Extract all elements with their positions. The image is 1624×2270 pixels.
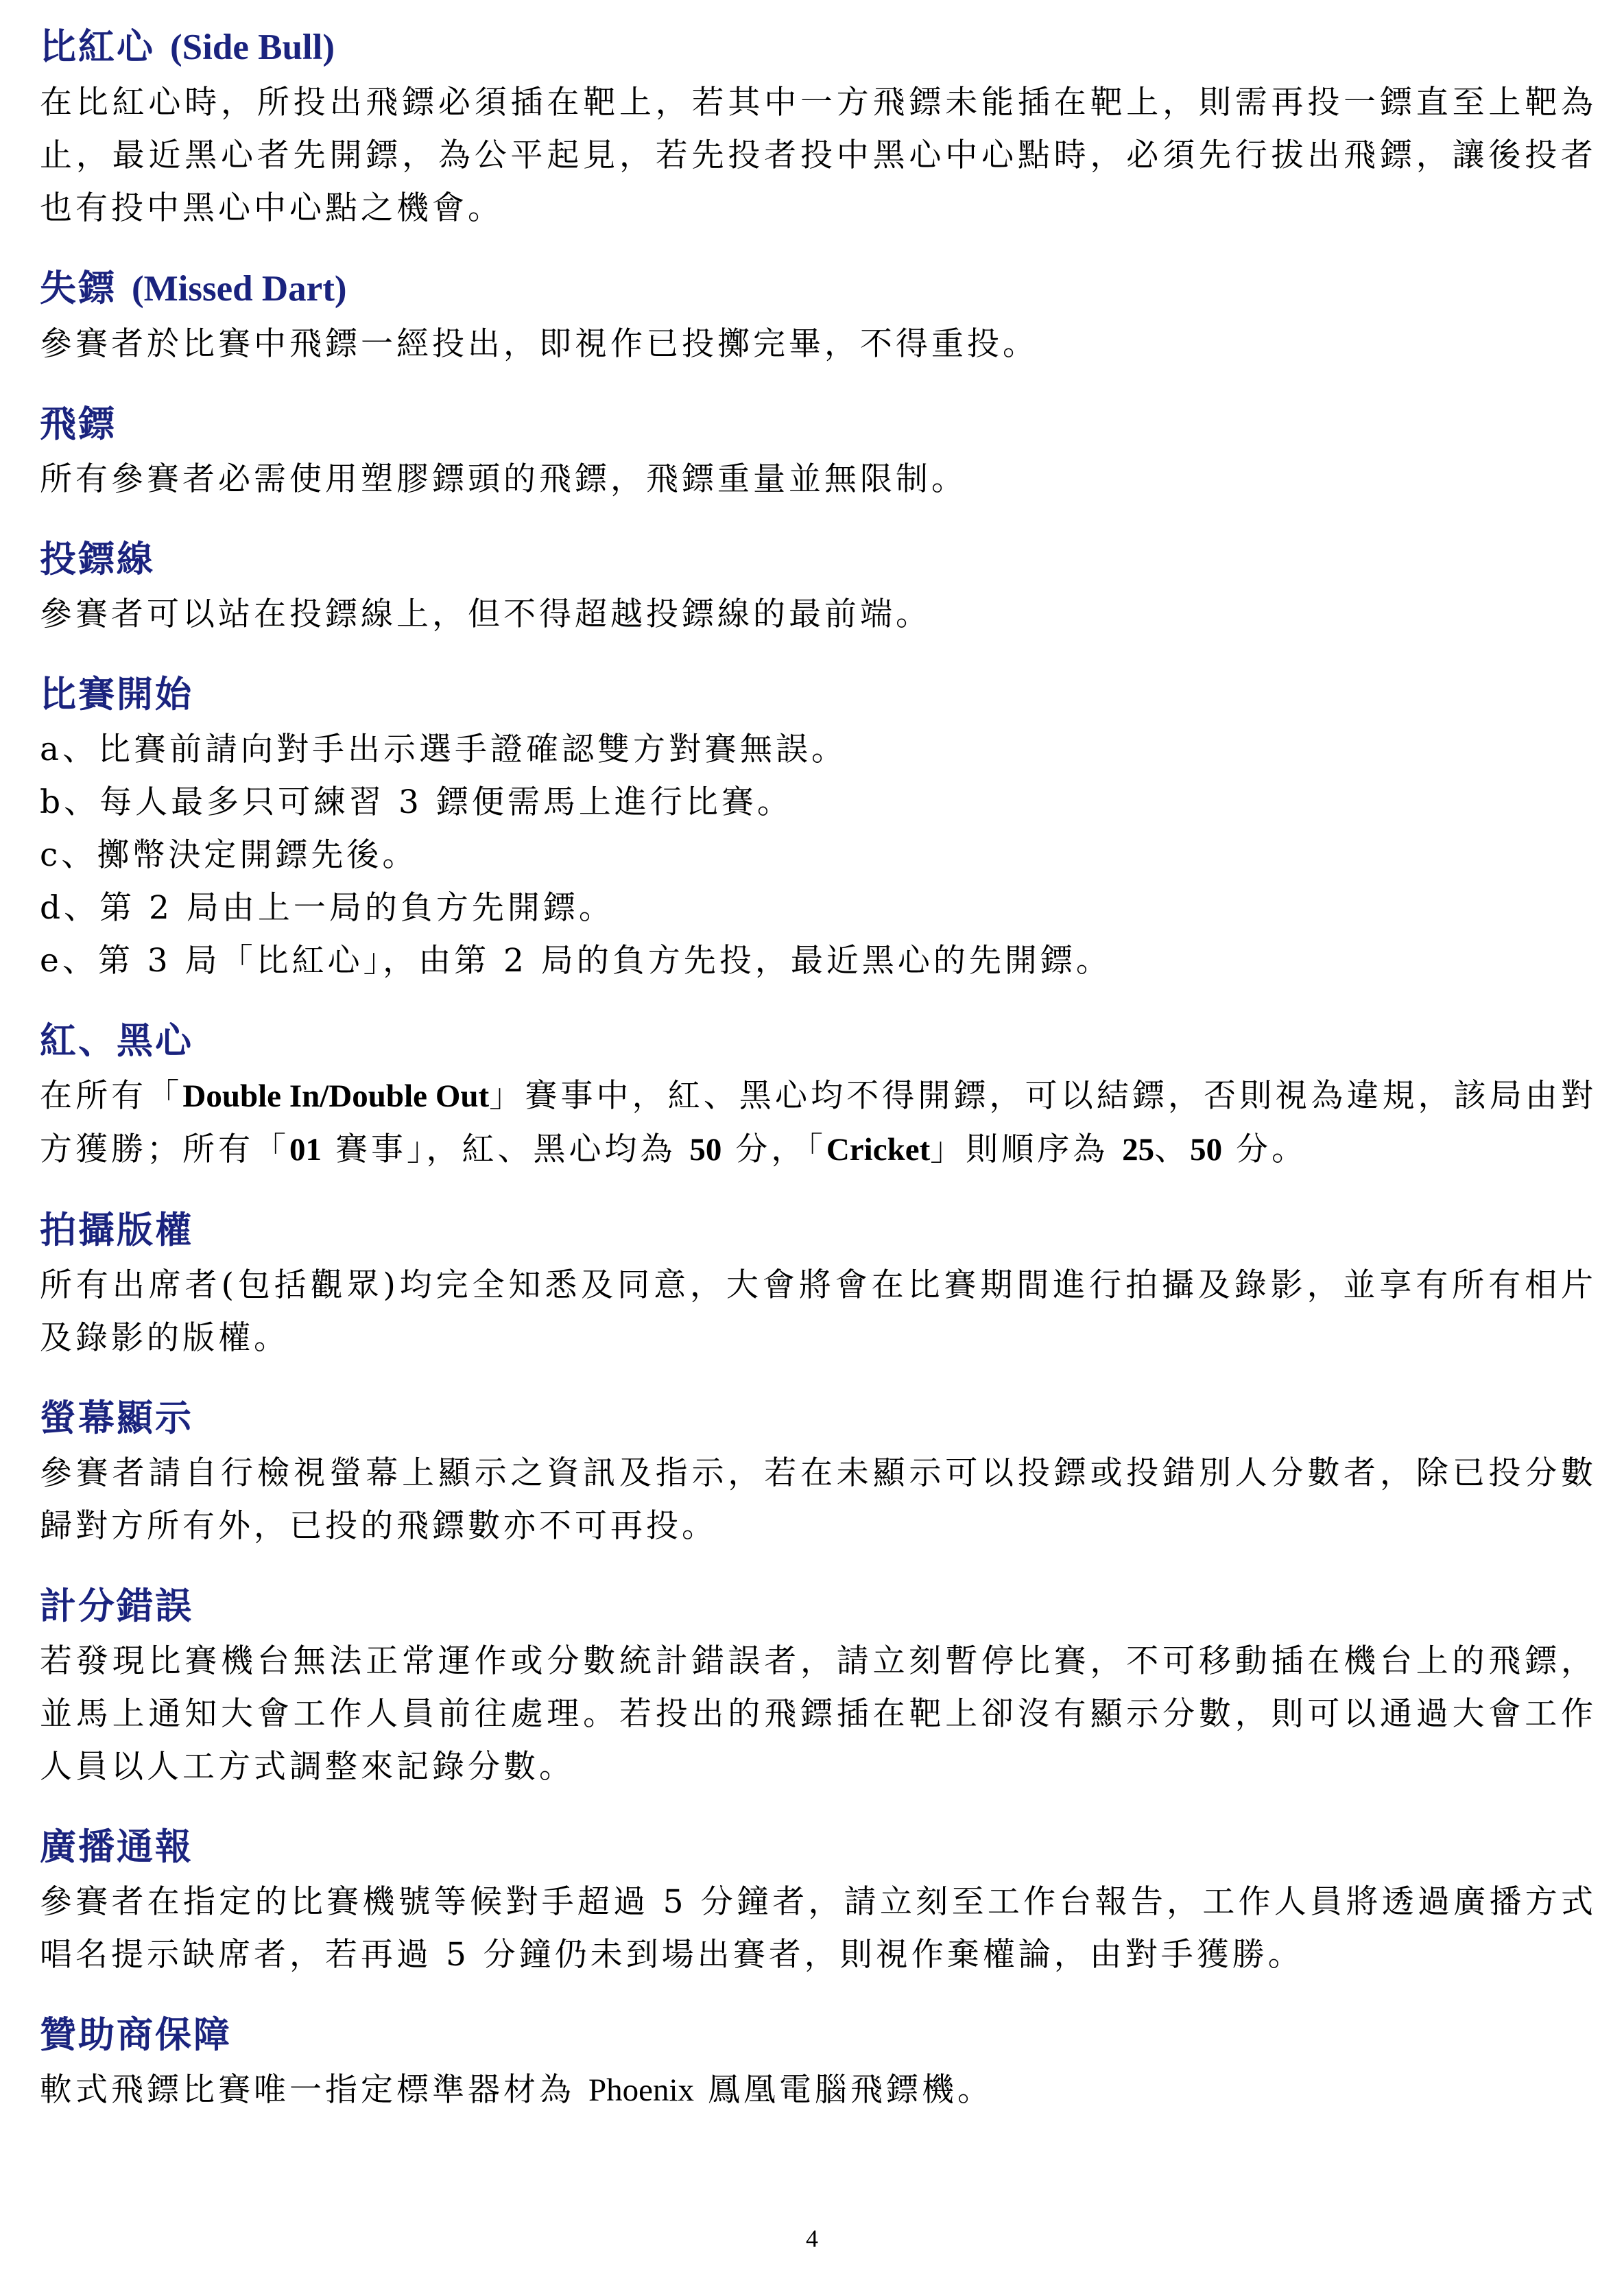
section-heading: 飛鏢 — [40, 403, 117, 445]
heading-english: (Side Bull) — [170, 27, 335, 67]
body-text: 賽事」，紅、黑心均為 — [322, 1131, 690, 1168]
body-text: 在所有「 — [40, 1077, 183, 1115]
section-match-start — [40, 667, 1597, 987]
section-heading: 紅、黑心 — [40, 1019, 193, 1062]
body-text: 分，「 — [721, 1131, 826, 1168]
page-number: 4 — [806, 2225, 818, 2252]
section-body — [40, 2064, 1597, 2117]
section-body: 若發現比賽機台無法正常運作或分數統計錯誤者，請立刻暫停比賽，不可移動插在機台上的飛鏢，並馬上通知大會工作人員前往處理。若投出的飛鏢插在靶上卻沒有顯示分數，則可以通過大會工作人員以人工方式調整來記錄分數。 — [40, 1642, 1597, 1786]
list-item: b、每人最多只可練習 3 鏢便需馬上進行比賽。 — [40, 783, 793, 821]
bold-term: 01 — [289, 1132, 322, 1168]
section-scoring-error — [40, 1579, 1597, 1793]
body-text: 」則順序為 — [930, 1131, 1123, 1168]
section-body — [40, 1069, 1597, 1177]
body-text: 鳳凰電腦飛鏢機。 — [694, 2071, 993, 2109]
section-sponsor — [40, 2007, 1597, 2117]
section-body: 在比紅心時，所投出飛鏢必須插在靶上，若其中一方飛鏢未能插在靶上，則需再投一鏢直至上靶為止，最近黑心者先開鏢，為公平起見，若先投者投中黑心中心點時，必須先行拔出飛鏢，讓後投者也有投中黑心中心點之機會。 — [40, 84, 1597, 227]
section-heading — [40, 19, 1597, 75]
body-text: 分。 — [1222, 1131, 1308, 1168]
heading-text: 失鏢 — [40, 267, 117, 309]
bold-term: 50 — [1190, 1132, 1223, 1168]
section-heading: 投鏢線 — [40, 538, 155, 580]
section-heading: 拍攝版權 — [40, 1209, 193, 1251]
section-side-bull — [40, 19, 1597, 235]
bold-term: 25 — [1122, 1132, 1155, 1168]
body-text: 軟式飛鏢比賽唯一指定標準器材為 — [40, 2071, 588, 2109]
section-darts — [40, 397, 1597, 506]
section-body: 參賽者於比賽中飛鏢一經投出，即視作已投擲完畢，不得重投。 — [40, 325, 1038, 363]
body-text: 、 — [1154, 1131, 1191, 1168]
body-text: 」賽事中，紅、黑心均不得開鏢，可以結鏢，否則視為違規，該局由對方獲勝；所有「 — [40, 1077, 1597, 1168]
heading-english: (Missed Dart) — [132, 269, 347, 309]
list-item: a、比賽前請向對手出示選手證確認雙方對賽無誤。 — [40, 731, 848, 768]
section-body: 參賽者請自行檢視螢幕上顯示之資訊及指示，若在未顯示可以投鏢或投錯別人分數者，除已投分數歸對方所有外，已投的飛鏢數亦不可再投。 — [40, 1454, 1597, 1545]
bold-term: 50 — [689, 1132, 722, 1168]
list-item: d、第 2 局由上一局的負方先開鏢。 — [40, 889, 614, 927]
section-body: 所有參賽者必需使用塑膠鏢頭的飛鏢，飛鏢重量並無限制。 — [40, 460, 967, 498]
section-heading: 計分錯誤 — [40, 1585, 193, 1627]
section-body: 參賽者在指定的比賽機號等候對手超過 5 分鐘者，請立刻至工作台報告，工作人員將透過廣播方式唱名提示缺席者，若再過 5 分鐘仍未到場出賽者，則視作棄權論，由對手獲勝。 — [40, 1883, 1597, 1974]
brand-name: Phoenix — [588, 2072, 695, 2108]
section-bulls — [40, 1013, 1597, 1177]
list-item: c、擲幣決定開鏢先後。 — [40, 836, 418, 874]
section-screen — [40, 1391, 1597, 1552]
bold-term: Cricket — [826, 1132, 931, 1168]
section-heading — [40, 261, 1597, 316]
section-throw-line — [40, 532, 1597, 641]
bold-term: Double In/Double Out — [182, 1078, 490, 1114]
section-missed-dart — [40, 261, 1597, 370]
list-item: e、第 3 局「比紅心」，由第 2 局的負方先投，最近黑心的先開鏢。 — [40, 942, 1112, 980]
section-heading: 比賽開始 — [40, 673, 193, 716]
section-heading: 廣播通報 — [40, 1825, 193, 1868]
section-heading: 贊助商保障 — [40, 2013, 232, 2056]
document-content — [40, 19, 1597, 2143]
section-body: 所有出席者(包括觀眾)均完全知悉及同意，大會將會在比賽期間進行拍攝及錄影，並享有所有相片及錄影的版權。 — [40, 1266, 1597, 1357]
section-announcement — [40, 1819, 1597, 1981]
section-heading: 螢幕顯示 — [40, 1397, 193, 1439]
section-body: 參賽者可以站在投鏢線上，但不得超越投鏢線的最前端。 — [40, 595, 931, 633]
heading-text: 比紅心 — [40, 25, 155, 68]
section-copyright — [40, 1203, 1597, 1364]
